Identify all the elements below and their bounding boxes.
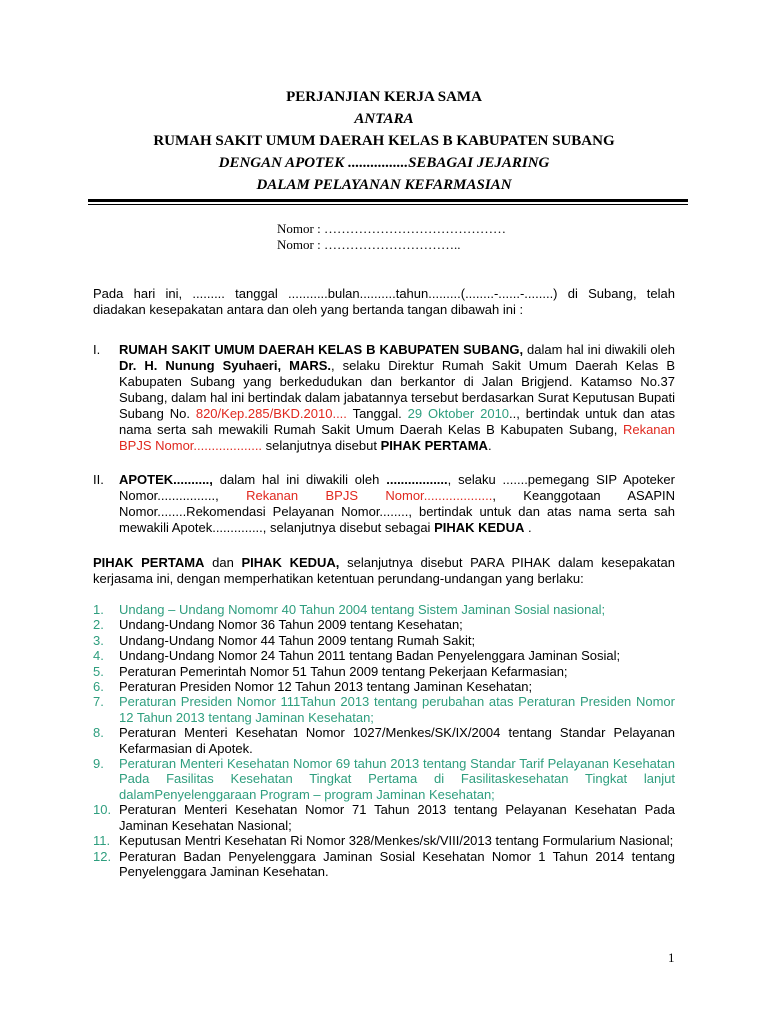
nomor-line-1: Nomor : …………………………………… [277,221,506,236]
list-item-text: Peraturan Menteri Kesehatan Nomor 1027/Menkes/SK/IX/2004 tentang Standar Pelayanan Kefarmasian di Apotek. [119,725,675,756]
para-pihak-paragraph: PIHAK PERTAMA dan PIHAK KEDUA, selanjutnya disebut PARA PIHAK dalam kesepakatan kerjasama ini, dengan memperhatikan ketentuan perundang-undangan yang berlaku: [93,555,675,586]
list-item-number: 7. [93,694,104,710]
party-one-text: RUMAH SAKIT UMUM DAERAH KELAS B KABUPATEN SUBANG, dalam hal ini diwakili oleh Dr. H. Nunung Syuhaeri, MARS., selaku Direktur Rumah Sakit Umum Daerah Kelas B Kabupaten Subang yang berkedudukan dan berkantor di Jalan Brigjend. Katamso No.37 Subang, dalam hal ini bertindak dalam jabatannya tersebut berdasarkan Surat Keputusan Bupati Subang No. 820/Kep.285/BKD.2010.... Tanggal. 29 Oktober 2010.., bertindak untuk dan atas nama serta sah mewakili Rumah Sakit Umum Daerah Kelas B Kabupaten Subang, Rekanan BPJS Nomor................... selanjutnya disebut PIHAK PERTAMA. [119,342,676,453]
list-item-number: 11. [93,833,111,849]
list-item [93,664,675,679]
list-item-text: Peraturan Pemerintah Nomor 51 Tahun 2009 tentang Pekerjaan Kefarmasian; [119,663,568,679]
list-item-number: 12. [93,848,112,864]
list-item-number: 3. [93,632,104,648]
list-item [93,833,675,848]
page-number: 1 [668,950,675,965]
list-item-number: 1. [93,602,104,617]
list-item [93,725,675,756]
doc-subject: DALAM PELAYANAN KEFARMASIAN [256,177,512,193]
list-item [93,679,675,694]
doc-party-hospital: RUMAH SAKIT UMUM DAERAH KELAS B KABUPATEN SUBANG [153,133,615,149]
list-item [93,694,675,725]
list-item-text: Peraturan Menteri Kesehatan Nomor 69 tahun 2013 tentang Standar Tarif Pelayanan Kesehatan Pada Fasilitas Kesehatan Tingkat Pertama di Fasilitaskesehatan Tingkat lanjut dalamPenyelenggaraan Program – program Jaminan Kesehatan; [119,756,675,802]
list-item-text: Undang-Undang Nomor 24 Tahun 2011 tentang Badan Penyelenggara Jaminan Sosial; [119,648,621,664]
list-item [93,802,675,833]
section-number: II. [93,472,104,487]
regulations-list [93,602,675,879]
list-item [93,648,675,663]
party-two-section [93,472,675,536]
list-item-text: Undang – Undang Nomomr 40 Tahun 2004 tentang Sistem Jaminan Sosial nasional; [119,602,606,617]
intro-paragraph: Pada hari ini, ......... tanggal ...........bulan..........tahun.........(........-......-........) di Subang, telah diadakan kesepakatan antara dan oleh yang bertanda tangan dibawah ini : [93,286,675,317]
doc-subtitle-antara: ANTARA [354,111,414,127]
header-divider-thick [88,199,688,202]
list-item-number: 2. [93,617,104,633]
list-item-number: 4. [93,648,104,664]
list-item-number: 10. [93,802,112,818]
list-item-number: 8. [93,725,104,741]
list-item-text: Peraturan Badan Penyelenggara Jaminan Sosial Kesehatan Nomor 1 Tahun 2014 tentang Penyelenggara Jaminan Kesehatan. [119,848,675,879]
list-item [93,617,675,632]
list-item-text: Peraturan Menteri Kesehatan Nomor 71 Tahun 2013 tentang Pelayanan Kesehatan Pada Jaminan Kesehatan Nasional; [119,802,675,833]
header-divider-thin [88,204,688,205]
list-item [93,633,675,648]
list-item-text: Undang-Undang Nomor 44 Tahun 2009 tentang Rumah Sakit; [119,632,476,648]
list-item [93,602,675,617]
doc-party-apotek: DENGAN APOTEK ................SEBAGAI JEJARING [218,155,550,171]
list-item [93,756,675,802]
list-item [93,849,675,880]
list-item-text: Keputusan Mentri Kesehatan Ri Nomor 328/Menkes/sk/VIII/2013 tentang Formularium Nasional; [119,833,674,849]
section-number: I. [93,342,101,357]
list-item-text: Peraturan Presiden Nomor 111Tahun 2013 tentang perubahan atas Peraturan Presiden Nomor 12 Tahun 2013 tentang Jaminan Kesehatan; [119,694,675,725]
list-item-text: Peraturan Presiden Nomor 12 Tahun 2013 tentang Jaminan Kesehatan; [119,679,533,695]
party-two-text: APOTEK.........., dalam hal ini diwakili oleh ................., selaku .......pemegang SIP Apoteker Nomor................, Rekanan BPJS Nomor..................., Keanggotaan ASAPIN Nomor........Rekomendasi Pelayanan Nomor........, bertindak untuk dan atas nama serta sah mewakili Apotek.............., selanjutnya disebut sebagai PIHAK KEDUA . [119,472,675,535]
list-item-number: 9. [93,756,104,772]
list-item-number: 6. [93,679,104,695]
list-item-number: 5. [93,663,104,679]
nomor-line-2: Nomor : ………………………….. [277,237,461,252]
list-item-text: Undang-Undang Nomor 36 Tahun 2009 tentang Kesehatan; [119,617,463,633]
doc-title: PERJANJIAN KERJA SAMA [286,89,482,105]
party-one-section [93,342,675,454]
